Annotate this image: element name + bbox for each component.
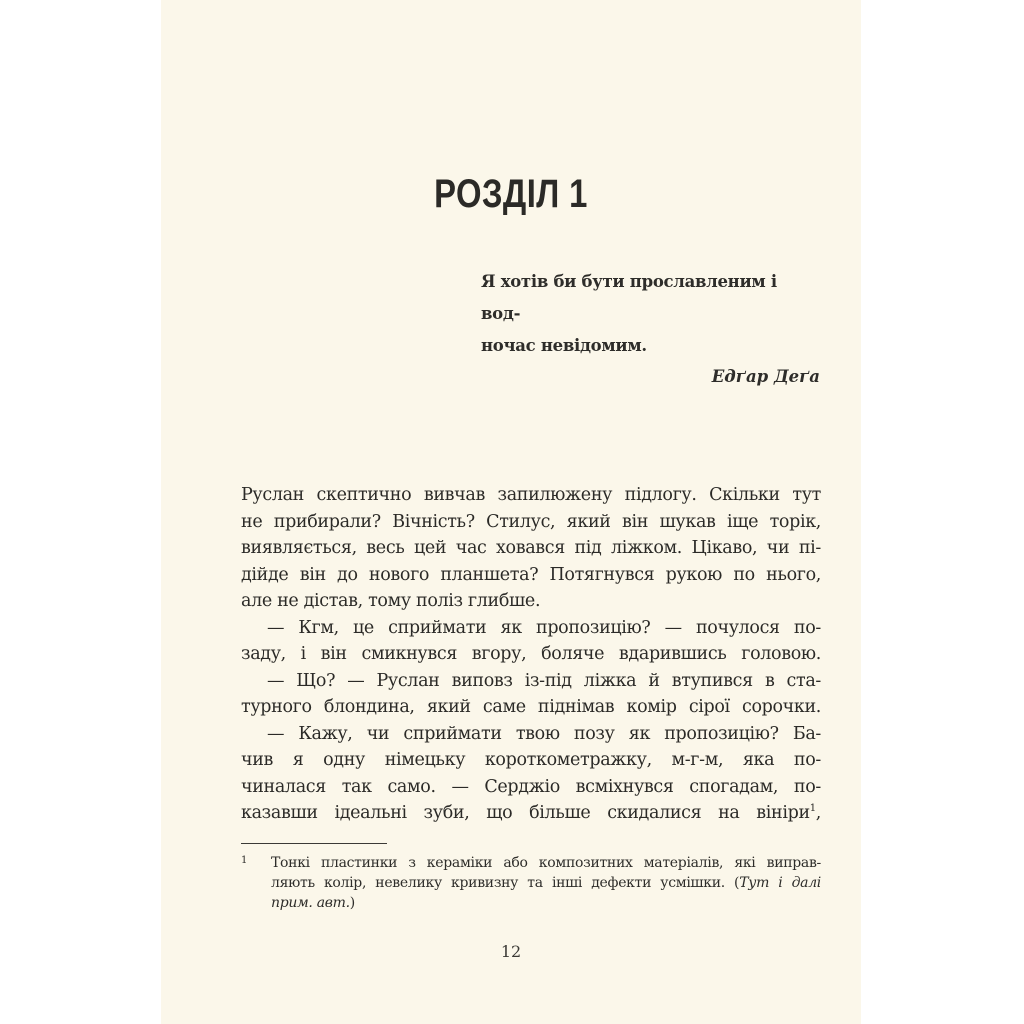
paragraph-line: дійде він до нового планшета? Потягнувся рукою по нього, xyxy=(241,564,821,585)
footnote-line xyxy=(271,873,821,893)
dialogue-line: заду, і він смикнувся вгору, боляче вдарившись головою. xyxy=(241,644,821,664)
footnote-close-paren: ) xyxy=(349,895,355,911)
footnote-reference[interactable]: 1 xyxy=(809,803,816,815)
dialogue-text: казавши ідеальні зуби, що більше скидалися на вініри xyxy=(241,803,810,823)
page-number: 12 xyxy=(500,942,522,961)
epigraph-line: ночас невідомим. xyxy=(481,336,647,355)
epigraph xyxy=(481,266,820,392)
dialogue-line: — Кажу, чи сприймати твою позу як пропозицію? Ба- xyxy=(267,723,821,744)
footnote-line xyxy=(271,893,821,913)
book-page xyxy=(161,0,861,1024)
footnote xyxy=(241,853,821,913)
epigraph-author: Едґар Деґа xyxy=(711,367,820,386)
dialogue-line: чив я одну німецьку короткометражку, м-г-м, яка по- xyxy=(241,750,821,770)
footnote-italic: Тут і далі xyxy=(739,875,821,891)
dialogue-line: — Що? — Руслан виповз із-під ліжка й втупився в ста- xyxy=(267,670,821,691)
epigraph-line: Я хотів би бути прославленим і вод- xyxy=(481,272,777,323)
footnote-line: Тонкі пластинки з кераміки або композитних матеріалів, які виправ- xyxy=(271,855,821,871)
footnote-body xyxy=(271,853,821,913)
punctuation: , xyxy=(815,803,821,823)
paragraph-line: Руслан скептично вивчав запилюжену підлогу. Скільки тут xyxy=(241,485,821,505)
footnote-text: ляють колір, невелику кривизну та інші дефекти усмішки. ( xyxy=(271,875,740,891)
chapter-title: РОЗДІЛ 1 xyxy=(434,172,588,216)
paragraph-line: але не дістав, тому поліз глибше. xyxy=(241,591,541,611)
dialogue-line: турного блондина, який саме піднімав комір сірої сорочки. xyxy=(241,697,821,717)
dialogue-line-with-footnote xyxy=(241,800,821,827)
body-text xyxy=(241,482,821,827)
footnote-italic: прим. авт. xyxy=(271,895,350,911)
dialogue-line: чиналася так само. — Серджіо всміхнувся спогадам, по- xyxy=(241,776,821,797)
epigraph-text xyxy=(481,266,820,362)
footnote-divider xyxy=(241,843,387,844)
paragraph-line: виявляється, весь цей час ховався під ліжком. Цікаво, чи пі- xyxy=(241,538,821,558)
paragraph-line: не прибирали? Вічність? Стилус, який він шукав іще торік, xyxy=(241,511,821,532)
footnote-number: 1 xyxy=(241,855,248,866)
dialogue-line: — Кгм, це сприймати як пропозицію? — почулося по- xyxy=(267,617,821,638)
